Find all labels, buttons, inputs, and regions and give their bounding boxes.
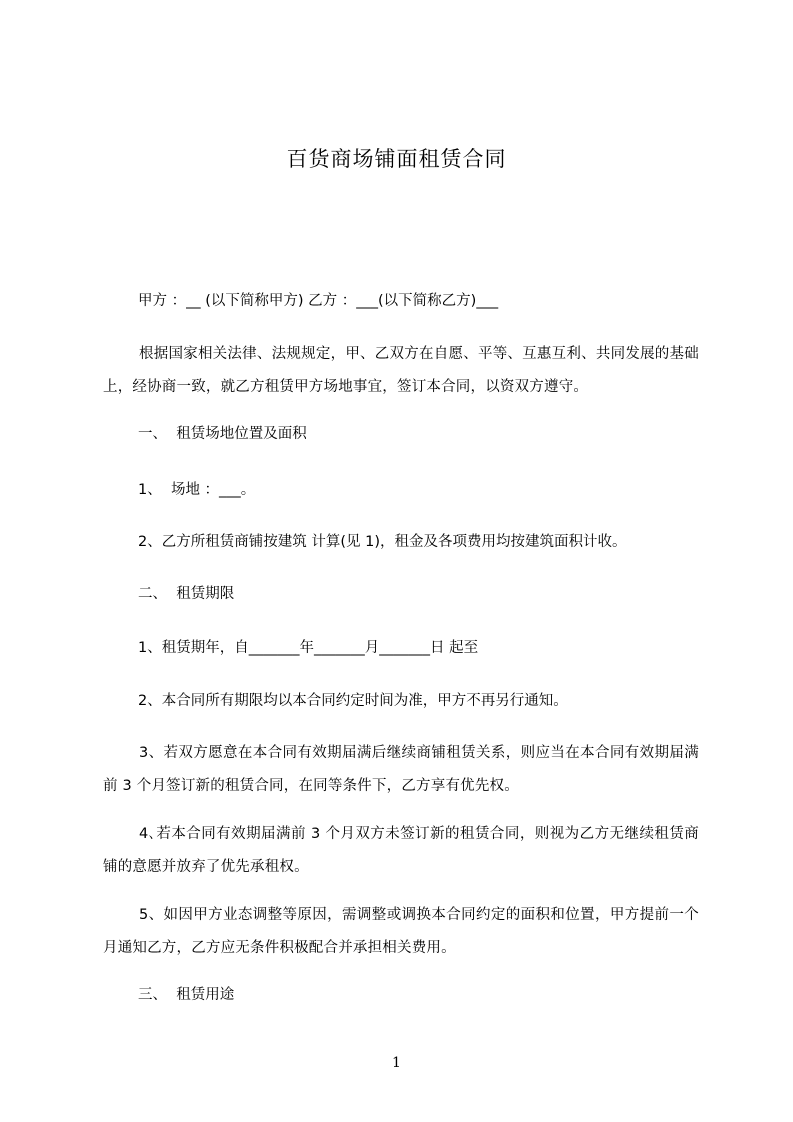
- parties-line: 甲方 ：__ (以下简称甲方) 乙方 ：___(以下简称乙方)___: [138, 293, 499, 309]
- document-title: 百货商场铺面租赁合同: [286, 147, 507, 171]
- section-2-item-4: 4､若本合同有效期届满前 3 个月双方未签订新的租赁合同，则视为乙方无继续租赁商铺的意愿并放弃了优先承租权。: [103, 826, 699, 875]
- section-1-item-1: 1、 场地 ：___。: [138, 482, 256, 498]
- section-2-heading: 二、 租赁期限: [138, 586, 235, 602]
- section-2-item-5: 5、如因甲方业态调整等原因，需调整或调换本合同约定的面积和位置，甲方提前一个月通知乙方，乙方应无条件积极配合并承担相关费用。: [103, 907, 699, 956]
- page-number: 1: [392, 1055, 401, 1071]
- section-1-heading: 一、 租赁场地位置及面积: [138, 426, 307, 442]
- section-2-item-1: 1、租赁期年，自_______年_______月_______日 起至: [138, 640, 479, 656]
- preamble-paragraph: 根据国家相关法律、法规规定，甲、乙双方在自愿、平等、互惠互利、共同发展的基础上，经协商一致，就乙方租赁甲方场地事宜，签订本合同，以资双方遵守。: [103, 346, 699, 395]
- section-3-heading: 三、 租赁用途: [138, 987, 235, 1003]
- section-2-item-2: 2、本合同所有期限均以本合同约定时间为准，甲方不再另行通知。: [138, 693, 568, 709]
- section-2-item-3: 3、若双方愿意在本合同有效期届满后继续商铺租赁关系，则应当在本合同有效期届满前 3 个月签订新的租赁合同，在同等条件下，乙方享有优先权。: [103, 745, 699, 794]
- section-1-item-2: 2、乙方所租赁商铺按建筑 计算(见 1)，租金及各项费用均按建筑面积计收。: [138, 534, 627, 550]
